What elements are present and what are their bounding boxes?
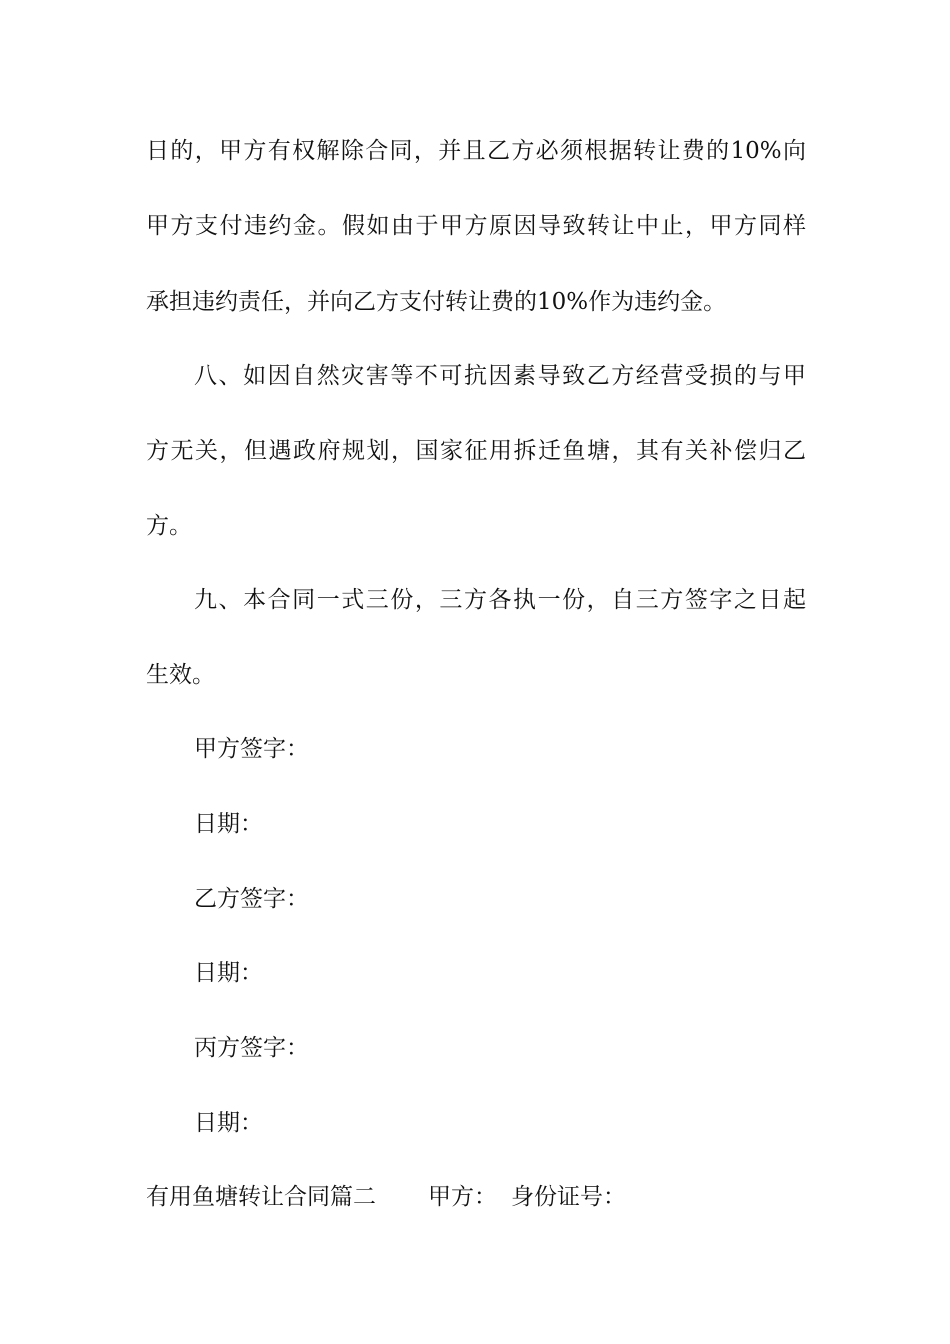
- signature-label-party-b: 乙方签字：: [194, 886, 309, 912]
- paragraph-line: 承担违约责任，并向乙方支付转让费的10%作为违约金。: [146, 289, 727, 315]
- signature-label-party-a: 甲方签字：: [194, 736, 309, 762]
- section-title: 有用鱼塘转让合同篇二: [146, 1184, 376, 1210]
- paragraph-line: 方无关，但遇政府规划，国家征用拆迁鱼塘，其有关补偿归乙: [146, 438, 806, 464]
- paragraph-line: 日的，甲方有权解除合同，并且乙方必须根据转让费的10%向: [146, 138, 806, 164]
- paragraph-line: 生效。: [146, 662, 215, 688]
- signature-label-party-c: 丙方签字：: [194, 1035, 309, 1061]
- party-a-label: 甲方：: [428, 1184, 497, 1210]
- date-label: 日期：: [194, 811, 263, 837]
- paragraph-line: 八、如因自然灾害等不可抗因素导致乙方经营受损的与甲: [194, 363, 806, 389]
- id-number-label: 身份证号：: [511, 1184, 626, 1210]
- section-title-line: [146, 1182, 806, 1212]
- date-label: 日期：: [194, 1110, 263, 1136]
- date-label: 日期：: [194, 960, 263, 986]
- paragraph-line: 甲方支付违约金。假如由于甲方原因导致转让中止，甲方同样: [146, 213, 806, 239]
- paragraph-line: 九、本合同一式三份，三方各执一份，自三方签字之日起: [194, 587, 806, 613]
- paragraph-line: 方。: [146, 513, 192, 539]
